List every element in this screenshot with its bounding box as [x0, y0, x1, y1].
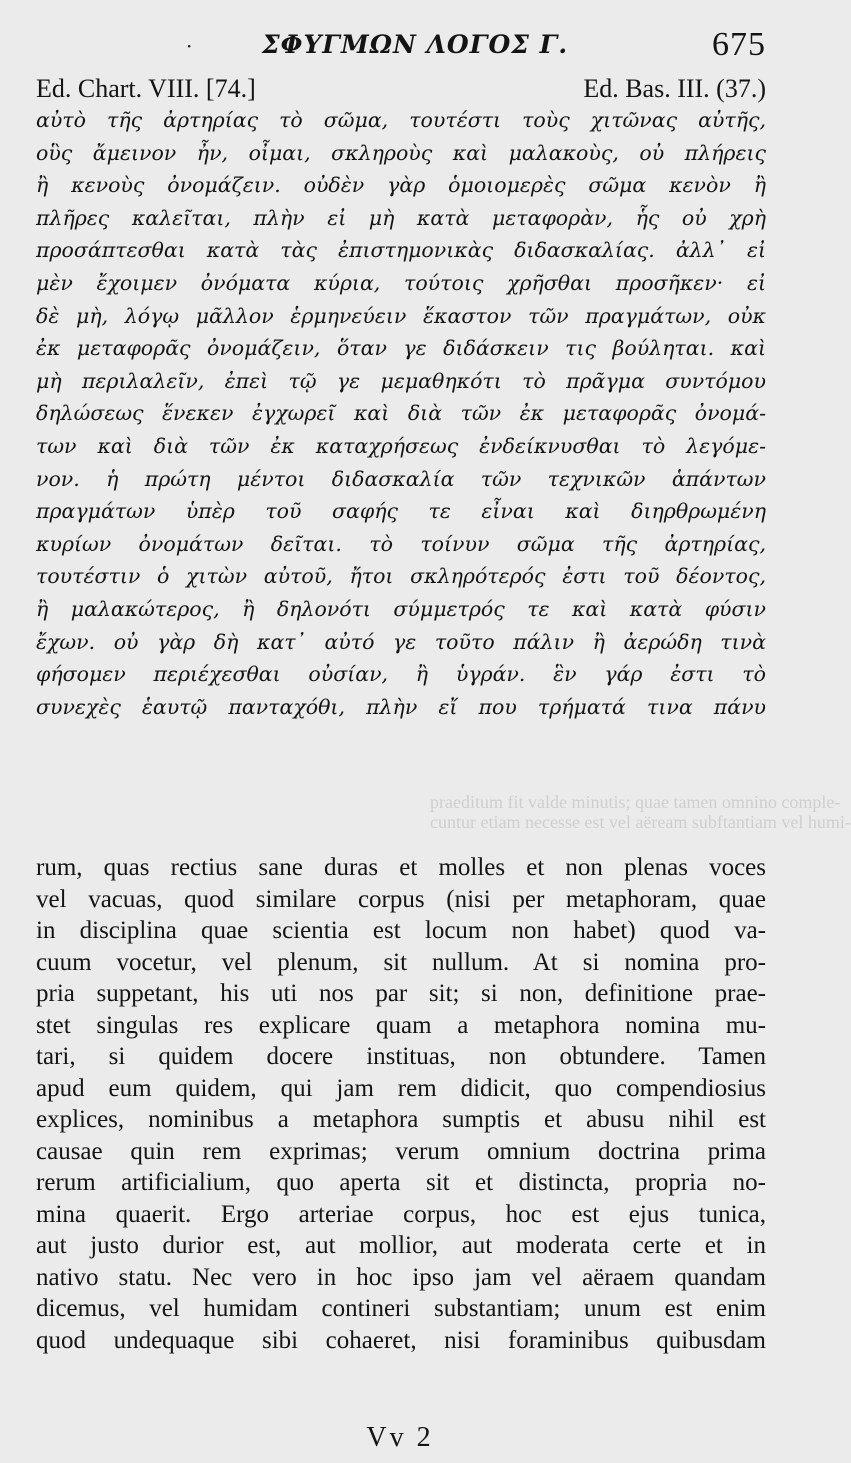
edition-reference-chartier: Ed. Chart. VIII. [74.] — [36, 74, 256, 103]
greek-line: πλῆρες καλεῖται, πλὴν εἰ μὴ κατὰ μεταφορὰν, ἧς οὐ χρὴ — [36, 205, 766, 230]
greek-line: φήσομεν περιέχεσθαι οὐσίαν, ἢ ὑγράν. ἓν γάρ ἐστι τὸ — [36, 662, 766, 687]
page-number: 675 — [712, 26, 766, 63]
greek-line: τουτέστιν ὁ χιτὼν αὐτοῦ, ἤτοι σκληρότερός ἐστι τοῦ δέοντος, — [36, 564, 766, 589]
greek-line: ἢ κενοὺς ὀνομάζειν. οὐδὲν γὰρ ὁμοιομερὲς σῶμα κενὸν ἢ — [36, 173, 766, 198]
greek-text-block — [36, 104, 766, 723]
latin-line: vel vacuas, quod similare corpus (nisi per metaphoram, quae — [36, 885, 766, 913]
running-head-title: ΣΦΥΓΜΩΝ ΛΟΓΟΣ Γ. — [262, 30, 569, 59]
greek-line: μὲν ἔχοιμεν ὀνόματα κύρια, τούτοις χρῆσθαι προσῆκεν· εἰ — [36, 270, 766, 295]
latin-line: rum, quas rectius sane duras et molles et non plenas voces — [36, 854, 766, 881]
latin-line: rerum artificialium, quo aperta sit et distincta, propria no- — [36, 1169, 766, 1196]
running-head-dot: · — [186, 34, 193, 58]
latin-line: nativo statu. Nec vero in hoc ipso jam vel aëraem quandam — [36, 1263, 766, 1291]
running-head — [0, 22, 800, 66]
latin-line: tari, si quidem docere instituas, non obtundere. Tamen — [36, 1043, 766, 1070]
latin-line: pria suppetant, his uti nos par sit; si non, definitione prae- — [36, 980, 766, 1007]
greek-line: ἐκ μεταφορᾶς ὀνομάζειν, ὅταν γε διδάσκειν τις βούληται. καὶ — [36, 336, 766, 361]
greek-line: ἢ μαλακώτερος, ἢ δηλονότι σύμμετρός τε καὶ κατὰ φύσιν — [36, 596, 766, 621]
latin-line: mina quaerit. Ergo arteriae corpus, hoc est ejus tunica, — [36, 1200, 766, 1228]
bleed-through-line: cuntur etiam necesse est vel aëream subftantiam vel humi- — [430, 812, 851, 832]
latin-line: aut justo durior est, aut mollior, aut moderata certe et in — [36, 1232, 766, 1259]
latin-line: in disciplina quae scientia est locum non habet) quod va- — [36, 917, 766, 944]
greek-line: συνεχὲς ἑαυτῷ πανταχόθι, πλὴν εἴ που τρήματά τινα πάνυ — [36, 694, 766, 719]
latin-line: quod undequaque sibi cohaeret, nisi foraminibus quibusdam — [36, 1326, 766, 1354]
greek-line: μὴ περιλαλεῖν, ἐπεὶ τῷ γε μεμαθηκότι τὸ πρᾶγμα συντόμου — [36, 368, 766, 393]
greek-line: δηλώσεως ἕνεκεν ἐγχωρεῖ καὶ διὰ τῶν ἐκ μεταφορᾶς ὀνομά- — [36, 401, 766, 426]
bleed-through-text — [430, 792, 851, 852]
greek-line: νον. ἡ πρώτη μέντοι διδασκαλία τῶν τεχνικῶν ἁπάντων — [36, 466, 766, 491]
latin-line: explices, nominibus a metaphora sumptis et abusu nihil est — [36, 1106, 766, 1133]
latin-line: apud eum quidem, qui jam rem didicit, quo compendiosius — [36, 1074, 766, 1102]
signature-mark: Vv 2 — [366, 1422, 434, 1453]
latin-text-block — [36, 852, 766, 1356]
edition-references — [36, 74, 766, 108]
latin-line: cuum vocetur, vel plenum, sit nullum. At si nomina pro- — [36, 948, 766, 976]
greek-line: οὓς ἄμεινον ἦν, οἶμαι, σκληροὺς καὶ μαλακοὺς, οὐ πλήρεις — [36, 140, 766, 165]
greek-line: ἔχων. οὐ γὰρ δὴ κατ᾽ αὐτό γε τοῦτο πάλιν ἢ ἀερώδη τινὰ — [36, 629, 766, 654]
greek-line: πραγμάτων ὑπὲρ τοῦ σαφής τε εἶναι καὶ διηρθρωμένη — [36, 499, 766, 524]
latin-line: stet singulas res explicare quam a metaphora nomina mu- — [36, 1011, 766, 1039]
greek-line: προσάπτεσθαι κατὰ τὰς ἐπιστημονικὰς διδασκαλίας. ἀλλ᾽ εἰ — [36, 238, 766, 263]
latin-line: causae quin rem exprimas; verum omnium doctrina prima — [36, 1137, 766, 1165]
latin-line: dicemus, vel humidam contineri substantiam; unum est enim — [36, 1295, 766, 1322]
greek-line: των καὶ διὰ τῶν ἐκ καταχρήσεως ἐνδείκνυσθαι τὸ λεγόμε- — [36, 433, 766, 458]
greek-line: κυρίων ὀνομάτων δεῖται. τὸ τοίνυν σῶμα τῆς ἀρτηρίας, — [36, 531, 766, 556]
greek-line: αὐτὸ τῆς ἀρτηρίας τὸ σῶμα, τουτέστι τοὺς χιτῶνας αὐτῆς, — [36, 108, 766, 132]
edition-reference-basel: Ed. Bas. III. (37.) — [583, 74, 766, 103]
bleed-through-line: praeditum fit valde minutis; quae tamen omnino comple- — [430, 792, 841, 812]
greek-line: δὲ μὴ, λόγῳ μᾶλλον ἑρμηνεύειν ἕκαστον τῶν πραγμάτων, οὐκ — [36, 303, 766, 328]
